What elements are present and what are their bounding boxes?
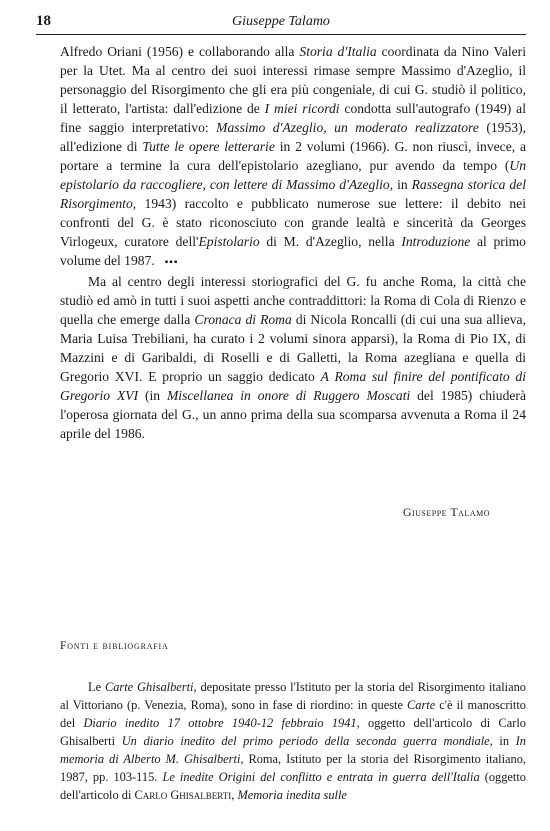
bibliography-text	[60, 678, 526, 804]
body-text	[60, 42, 526, 443]
print-marks: ▪▪▪	[164, 257, 179, 268]
section-title: Fonti e bibliografia	[60, 640, 169, 652]
paragraph-1: Alfredo Oriani (1956) e collaborando alla Storia d'Italia coordinata da Nino Valeri per la Utet. Ma al centro dei suoi interessi rimase sempre Massimo d'Azeglio, il personaggio del Risorgimento che gli era più congeniale, di cui G. studiò il politico, il letterato, l'artista: dall'edizione de I miei ricordi condotta sull'autografo (1949) al fine saggio interpretativo: Massimo d'Azeglio, un moderato realizzatore (1953), all'edizione di Tutte le opere letterarie in 2 volumi (1966). G. non riuscì, invece, a portare a termine la cura dell'epistolario azegliano, pur avendo da tempo (Un epistolario da raccogliere, con lettere di Massimo d'Azeglio, in Rassegna storica del Risorgimento, 1943) raccolto e pubblicato numerose sue lettere: il debito nei confronti del G. è stato riconosciuto con grande lealtà e sincerità da Georges Virlogeux, curatore dell'Epistolario di M. d'Azeglio, nella Introduzione al primo volume del 1987. ▪▪▪	[60, 44, 527, 268]
page-header	[36, 10, 526, 35]
running-head: Giuseppe Talamo	[232, 14, 330, 29]
paragraph-2: Ma al centro degli interessi storiografici del G. fu anche Roma, la città che studiò ed amò in tutti i suoi aspetti anche contraddittori: la Roma di Cola di Rienzo e quella che emerge dalla Cronaca di Roma di Nicola Roncalli (di cui una sua allieva, Maria Luisa Trebiliani, ha curato i 2 volumi sinora apparsi), la Roma di Pio IX, di Mazzini e di Garibaldi, di Roselli e di Galletti, la Roma azegliana e quella di Gregorio XVI. E proprio un saggio dedicato A Roma sul finire del pontificato di Gregorio XVI (in Miscellanea in onore di Ruggero Moscati del 1985) chiuderà l'operosa giornata del G., un anno prima della sua scomparsa avvenuta a Roma il 24 aprile del 1986.	[60, 274, 527, 441]
page-number: 18	[36, 13, 51, 29]
author-signature: Giuseppe Talamo	[402, 505, 490, 519]
bibliography-paragraph: Le Carte Ghisalberti, depositate presso l'Istituto per la storia del Risorgimento italiano al Vittoriano (p. Venezia, Roma), sono in fase di riordino: in queste Carte c'è il manoscritto del Diario inedito 17 ottobre 1940-12 febbraio 1941, oggetto dell'articolo di Carlo Ghisalberti Un diario inedito del primo periodo della seconda guerra mondiale, in In memoria di Alberto M. Ghisalberti, Roma, Istituto per la storia del Risorgimento italiano, 1987, pp. 103-115. Le inedite Origini del conflitto e entrata in guerra dell'Italia (oggetto dell'articolo di Carlo Ghisalberti, Memoria inedita sulle	[60, 680, 526, 802]
